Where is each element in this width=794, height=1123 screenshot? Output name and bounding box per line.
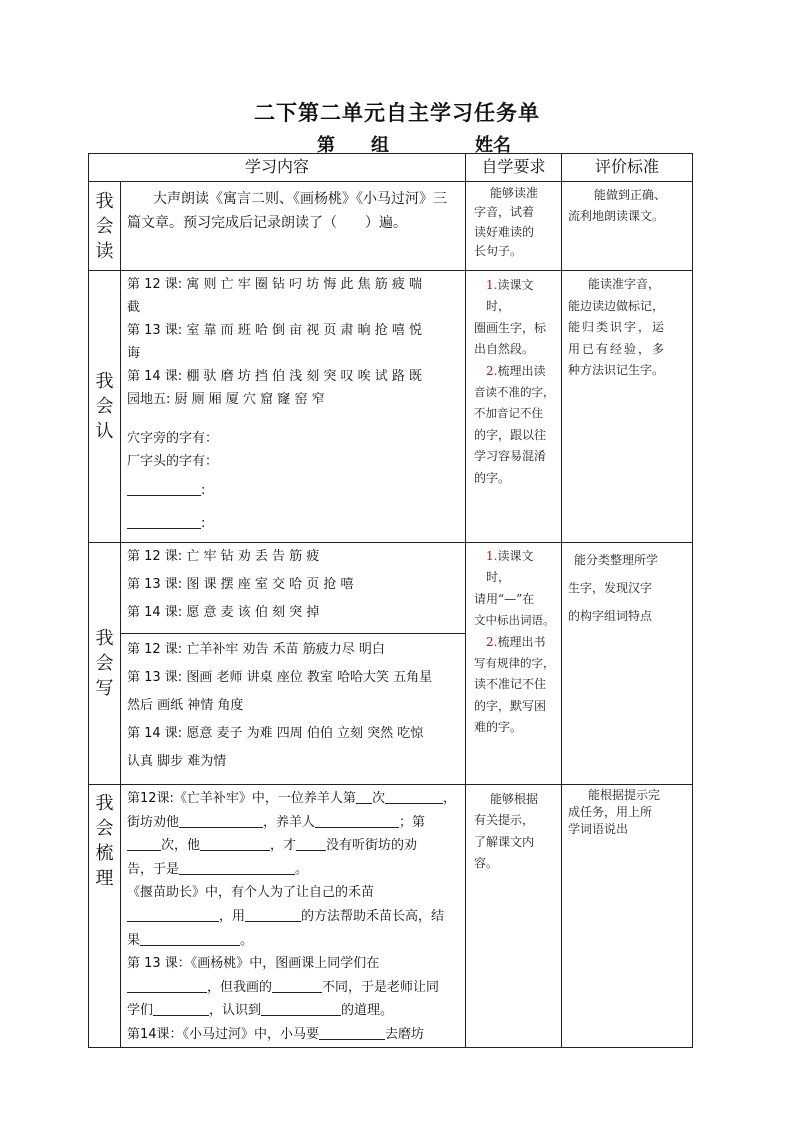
- text: 第 13 课：《画杨桃》中，图画课上同学们在: [127, 956, 380, 972]
- req-line: 难的字。: [474, 720, 523, 735]
- text: ，认识到: [209, 1003, 262, 1019]
- category-recognize: [89, 271, 121, 543]
- char-list-line: 诲: [127, 346, 141, 361]
- word-line: 第 13 课: 图画 老师 讲桌 座位 教室 哈哈大笑 五角星: [127, 670, 433, 685]
- write-char-line: 第 12 课: 亡 牢 钻 劝 丢 告 筋 疲: [127, 549, 320, 564]
- sort-evaluation: [562, 785, 693, 1048]
- req-line: 读课文时，: [486, 549, 534, 585]
- char-list-line: 截: [127, 300, 141, 315]
- text: 次: [371, 791, 385, 806]
- word-line: 第 12 课: 亡羊补牢 劝告 禾苗 筋疲力尽 明白: [127, 642, 385, 657]
- text: 去磨坊: [385, 1026, 425, 1042]
- eval-line: 用已有经验，多: [568, 341, 667, 356]
- req-line: 长句子。: [474, 244, 523, 259]
- recognize-evaluation: [562, 271, 693, 543]
- header-content: 学习内容: [89, 154, 466, 182]
- group-blank[interactable]: [335, 135, 371, 154]
- fill-blank[interactable]: [296, 836, 326, 851]
- text: ，用: [219, 908, 246, 924]
- fill-blank[interactable]: [127, 836, 161, 851]
- text: 的方法帮助禾苗长高，结: [301, 908, 445, 924]
- text: 学们: [127, 1003, 154, 1019]
- req-line: 能够读准: [490, 186, 539, 200]
- cat-char: 认: [95, 421, 114, 442]
- header-requirement: 自学要求: [466, 154, 562, 182]
- req-line: 了解课文内: [474, 834, 535, 849]
- req-line: 读好难读的: [474, 224, 535, 239]
- req-line: 圈画生字，标: [474, 320, 547, 335]
- fill-blank[interactable]: [319, 1025, 385, 1040]
- name-blank[interactable]: [511, 135, 563, 154]
- req-line: 的字，跟以往: [474, 427, 547, 442]
- group-suffix: 组: [371, 135, 389, 156]
- write-char-line: 第 13 课: 图 课 摆 座 室 交 哈 页 抢 嘻: [127, 577, 354, 592]
- word-line: 第 14 课: 愿意 麦子 为难 四周 伯伯 立刻 突然 吃惊: [127, 726, 424, 741]
- sort-requirement: [466, 785, 562, 1048]
- fill-blank[interactable]: [245, 907, 301, 922]
- cat-char: 梳: [95, 843, 114, 864]
- name-label: 姓名: [475, 135, 511, 156]
- eval-line: 能做到正确、: [594, 188, 667, 202]
- student-info: [0, 131, 794, 156]
- char-list-line: 第 14 课: 棚 驮 磨 坊 挡 伯 浅 刻 突 叹 唉 试 路 既: [127, 369, 423, 384]
- cat-char: 我: [95, 190, 114, 212]
- req-line: 写有规律的字，: [474, 656, 555, 671]
- req-line: 的字。: [474, 470, 511, 485]
- fill-blank[interactable]: [200, 836, 270, 851]
- word-line: 然后 画纸 神情 角度: [127, 698, 244, 713]
- answer-blank[interactable]: [127, 481, 201, 496]
- text: 第14课：《小马过河》中，小马要: [127, 1026, 320, 1042]
- text: 次，他: [161, 838, 201, 854]
- eval-line: 能归类识字，运: [568, 320, 667, 334]
- group-prefix: 第: [317, 135, 335, 156]
- fill-blank[interactable]: [140, 931, 240, 946]
- header-evaluation: 评价标准: [562, 154, 693, 182]
- recognize-requirement: [466, 271, 562, 543]
- text: 第12课:《亡羊补牢》中，一位养羊人第: [127, 791, 356, 806]
- req-line: 音读不准的字，: [474, 385, 555, 400]
- req-line: 梳理出书: [497, 634, 546, 649]
- cat-char: 会: [95, 818, 114, 839]
- text: ；第: [399, 814, 426, 830]
- text: ，: [442, 791, 456, 806]
- read-line: 篇文章。预习完成后记录朗读了（ ）遍。: [127, 215, 407, 231]
- write-char-line: 第 14 课: 愿 意 麦 该 伯 刻 突 掉: [127, 605, 320, 620]
- req-line: 读课文时，: [486, 278, 534, 314]
- fill-blank[interactable]: [385, 789, 443, 804]
- category-read: [89, 182, 121, 271]
- req-line: 请用“—”在: [474, 591, 535, 606]
- row-read: [89, 182, 693, 271]
- read-requirement: [466, 182, 562, 271]
- text: 不同，于是老师让同: [322, 979, 440, 995]
- eval-line: 能根据提示完: [588, 788, 661, 802]
- eval-line: 能读准字音，: [588, 277, 661, 291]
- cat-char: 我: [95, 628, 114, 649]
- colon: :: [201, 516, 206, 531]
- req-line: 读不准记不住: [474, 677, 547, 692]
- question-chang-radical: 厂字头的字有：: [127, 454, 219, 469]
- fill-blank[interactable]: [272, 978, 322, 993]
- req-number: 2.: [486, 363, 498, 378]
- category-write: [89, 543, 121, 785]
- question-xue-radical: 穴字旁的字有：: [127, 431, 219, 446]
- eval-line: 流利地朗读课文。: [568, 209, 665, 223]
- task-table: [88, 153, 693, 1048]
- text: 果: [127, 932, 141, 948]
- req-line: 出自然段。: [474, 342, 535, 357]
- char-list-line: 第 12 课: 寓 则 亡 牢 圈 钻 叼 坊 悔 此 焦 筋 疲 喘: [127, 277, 423, 292]
- eval-line: 学词语说出: [568, 822, 629, 836]
- req-line: 有关提示，: [474, 813, 535, 828]
- header-row: [89, 154, 693, 182]
- req-number: 2.: [486, 634, 498, 649]
- fill-blank[interactable]: [179, 860, 295, 875]
- req-line: 不加音记不住: [474, 406, 544, 421]
- fill-blank[interactable]: [261, 1001, 341, 1016]
- fill-blank[interactable]: [179, 813, 263, 828]
- cat-char: 会: [95, 396, 114, 417]
- cat-char: 读: [95, 240, 114, 262]
- req-line: 文中标出词语。: [474, 613, 555, 628]
- req-number: 1.: [486, 549, 498, 563]
- req-line: 容。: [474, 856, 499, 871]
- recognize-content: [121, 271, 466, 543]
- req-line: 学习容易混淆: [474, 449, 547, 464]
- write-requirement: [466, 543, 562, 785]
- category-sort: [89, 785, 121, 1048]
- fill-blank[interactable]: [356, 789, 372, 804]
- eval-line: 能边读边做标记，: [568, 298, 665, 313]
- eval-line: 的构字组词特点: [568, 609, 653, 623]
- text: ，但我画的: [207, 979, 273, 995]
- char-list-line: 第 13 课: 室 靠 而 班 哈 倒 亩 视 页 肃 晌 抢 嘻 悦: [127, 323, 423, 338]
- text: 。: [240, 932, 254, 948]
- fill-blank[interactable]: [127, 978, 207, 993]
- write-content: [121, 543, 466, 785]
- text: 的道理。: [341, 1003, 394, 1019]
- cat-char: 会: [95, 215, 114, 237]
- text: 。: [295, 861, 309, 877]
- cat-char: 我: [95, 371, 114, 392]
- eval-line: 能分类整理所学: [574, 553, 659, 567]
- req-line: 字音，试着: [474, 205, 535, 220]
- colon: :: [201, 483, 206, 498]
- row-write: [89, 543, 693, 785]
- req-line: 梳理出读: [497, 363, 546, 378]
- text: 没有听街坊的劝: [326, 838, 418, 854]
- text: 街坊劝他: [127, 814, 180, 830]
- req-line: 能够根据: [490, 792, 539, 806]
- text: ，才: [270, 838, 297, 854]
- fill-blank[interactable]: [153, 1001, 209, 1016]
- row-recognize: [89, 271, 693, 543]
- read-line: 大声朗读《寓言二则、《画杨桃》《小马过河》三: [153, 191, 447, 207]
- read-content: [121, 182, 466, 271]
- cat-char: 写: [95, 678, 114, 699]
- text: 《揠苗助长》中，有个人为了让自己的禾苗: [127, 885, 375, 901]
- answer-blank[interactable]: [127, 514, 201, 529]
- read-evaluation: [562, 182, 693, 271]
- cat-char: 理: [95, 868, 114, 889]
- eval-line: 种方法识记生字。: [568, 363, 665, 377]
- sort-content: [121, 785, 466, 1048]
- text: 告，于是: [127, 861, 180, 877]
- text: ，养羊人: [263, 814, 316, 830]
- page-title: 二下第二单元自主学习任务单: [254, 101, 540, 125]
- eval-line: 生字，发现汉字: [568, 581, 653, 595]
- eval-line: 成任务，用上所: [568, 805, 653, 819]
- fill-blank[interactable]: [315, 813, 399, 828]
- req-number: 1.: [486, 278, 498, 292]
- cat-char: 会: [95, 653, 114, 674]
- cat-char: 我: [95, 793, 114, 814]
- req-line: 的字，默写困: [474, 698, 547, 713]
- fill-blank[interactable]: [127, 907, 219, 922]
- row-sort: [89, 785, 693, 1048]
- char-list-line: 园地五: 厨 厕 厢 厦 穴 窟 窿 窑 窄: [127, 392, 325, 407]
- write-evaluation: [562, 543, 693, 785]
- word-line: 认真 脚步 难为情: [127, 754, 227, 769]
